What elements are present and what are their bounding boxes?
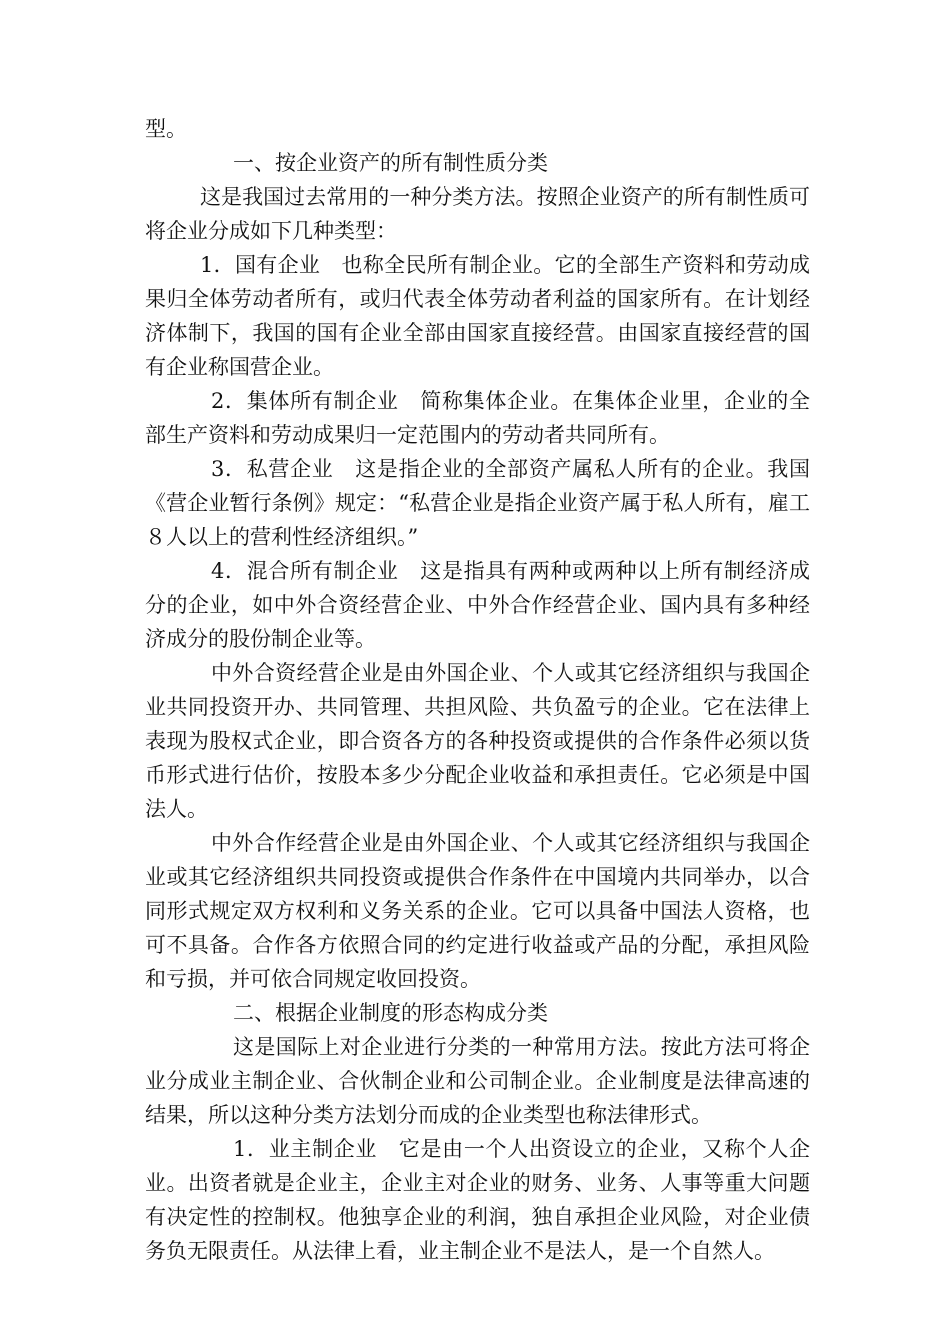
paragraph-joint-venture: 中外合资经营企业是由外国企业、个人或其它经济组织与我国企业共同投资开办、共同管理、共担风险、共负盈亏的企业。它在法律上表现为股权式企业，即合资各方的各种投资或提供的合作条件必须以货币形式进行估价，按股本多少分配企业收益和承担责任。它必须是中国法人。	[145, 661, 810, 821]
section-1-heading: 一、按企业资产的所有制性质分类	[233, 151, 548, 175]
lead-fragment: 型。	[145, 117, 187, 141]
section-1-item-2: 2．集体所有制企业 简称集体企业。在集体企业里，企业的全部生产资料和劳动成果归一定范围内的劳动者共同所有。	[145, 389, 810, 447]
section-1-item-4: 4．混合所有制企业 这是指具有两种或两种以上所有制经济成分的企业，如中外合资经营企业、中外合作经营企业、国内具有多种经济成分的股份制企业等。	[145, 559, 810, 651]
document-body	[145, 112, 810, 1268]
section-2-heading: 二、根据企业制度的形态构成分类	[233, 1001, 548, 1025]
section-1-item-1: 1．国有企业 也称全民所有制企业。它的全部生产资料和劳动成果归全体劳动者所有，或归代表全体劳动者利益的国家所有。在计划经济体制下，我国的国有企业全部由国家直接经营。由国家直接经营的国有企业称国营企业。	[145, 253, 810, 379]
section-2-item-1: 1．业主制企业 它是由一个人出资设立的企业，又称个人企业。出资者就是企业主，企业主对企业的财务、业务、人事等重大问题有决定性的控制权。他独享企业的利润，独自承担企业风险，对企业债务负无限责任。从法律上看，业主制企业不是法人，是一个自然人。	[145, 1137, 810, 1263]
section-2-intro: 这是国际上对企业进行分类的一种常用方法。按此方法可将企业分成业主制企业、合伙制企业和公司制企业。企业制度是法律高速的结果，所以这种分类方法划分而成的企业类型也称法律形式。	[145, 1035, 810, 1127]
section-1-item-3: 3．私营企业 这是指企业的全部资产属私人所有的企业。我国《营企业暂行条例》规定：“私营企业是指企业资产属于私人所有，雇工８人以上的营利性经济组织。”	[145, 457, 810, 549]
paragraph-cooperative-venture: 中外合作经营企业是由外国企业、个人或其它经济组织与我国企业或其它经济组织共同投资或提供合作条件在中国境内共同举办，以合同形式规定双方权利和义务关系的企业。它可以具备中国法人资格，也可不具备。合作各方依照合同的约定进行收益或产品的分配，承担风险和亏损，并可依合同规定收回投资。	[145, 831, 810, 991]
section-1-intro: 这是我国过去常用的一种分类方法。按照企业资产的所有制性质可将企业分成如下几种类型：	[145, 185, 810, 243]
